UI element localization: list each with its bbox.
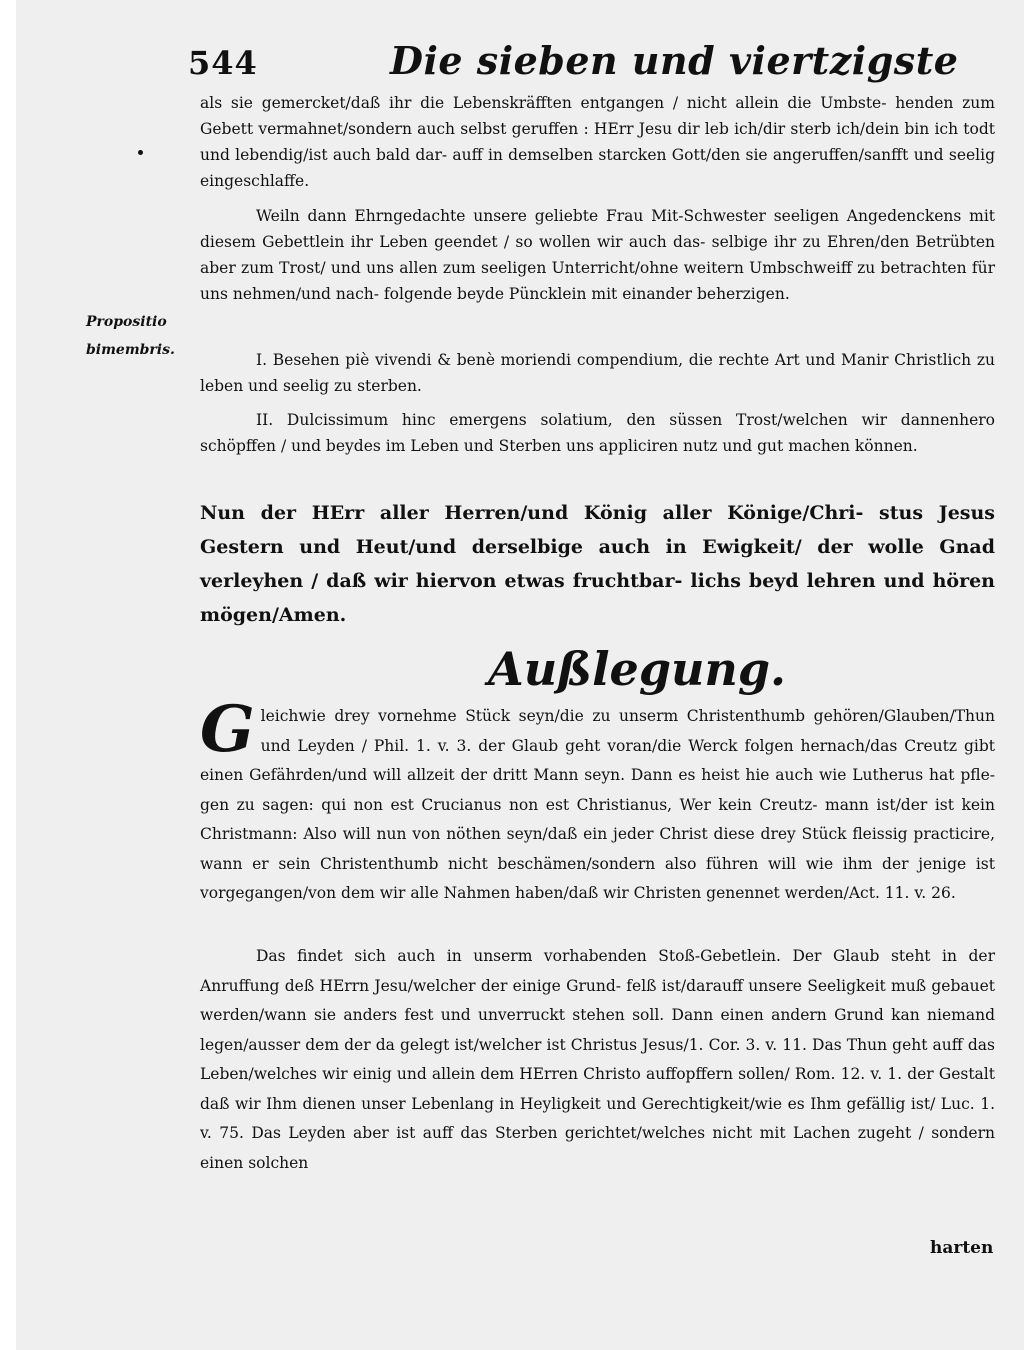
exposition-paragraph-1 (200, 692, 995, 909)
margin-note (86, 308, 198, 364)
margin-note-line1: Propositio (86, 314, 167, 330)
catchword: harten (930, 1238, 994, 1258)
section-heading: Außlegung. (488, 642, 787, 696)
drop-cap: G (200, 692, 255, 767)
exposition-text-1: leichwie drey vornehme Stück seyn/die zu unserm Christenthumb gehören/Glauben/Thun und Leyden / Phil. 1. v. 3. der Glaub geht voran/die Werck folgen hernach/das Creutz gibt einen Gefährden/und will allzeit der dritt Mann seyn. Dann es heist hie auch wie Lutherus hat pfle- gen zu sagen: qui non est Crucianus non est Christianus, Wer kein Creutz- mann ist/der ist kein Christmann: Also will nun von nöthen seyn/daß ein jeder Christ diese drey Stück fleissig practicire, wann er sein Christenthumb nicht beschämen/sondern also führen will wie ihm der jenige ist vorgegangen/von dem wir alle Nahmen haben/daß wir Christen genennet werden/Act. 11. v. 26. (200, 707, 995, 902)
exposition-paragraph-2: Das findet sich auch in unserm vorhabenden Stoß-Gebetlein. Der Glaub steht in der Anruffung deß HErrn Jesu/welcher der einige Grund- felß ist/darauff unsere Seeligkeit muß gebauet werden/wann sie anders fest und unverruckt stehen soll. Dann einen andern Grund kan niemand legen/ausser dem der da gelegt ist/welcher ist Christus Jesus/1. Cor. 3. v. 11. Das Thun geht auff das Leben/welches wir einig und allein dem HErren Christo auffopffern sollen/ Rom. 12. v. 1. der Gestalt daß wir Ihm dienen unser Lebenlang in Heyligkeit und Gerechtigkeit/wie es Ihm gefällig ist/ Luc. 1. v. 75. Das Leyden aber ist auff das Sterben gerichtet/welches nicht mit Lachen zugeht / sondern einen solchen (200, 947, 995, 1172)
margin-note-line2: bimembris. (86, 342, 175, 358)
running-title: Die sieben und viertzigste (390, 38, 959, 83)
bullet-mark (138, 150, 143, 155)
page-header (188, 38, 990, 94)
page-number: 544 (188, 44, 258, 82)
proposition-one: I. Besehen piè vivendi & benè moriendi compendium, die rechte Art und Manir Christlich zu leben und seelig zu sterben. (200, 351, 995, 395)
paragraph-intro: als sie gemercket/daß ihr die Lebenskräfften entgangen / nicht allein die Umbste- henden zum Gebett vermahnet/sondern auch selbst geruffen : HErr Jesu dir leb ich/dir sterb ich/dein bin ich todt und lebendig/ist auch bald dar- auff in demselben starcken Gott/den sie angeruffen/sanfft und seelig eingeschlaffe. (200, 94, 995, 190)
proposition-two: II. Dulcissimum hinc emergens solatium, den süssen Trost/welchen wir dannenhero schöpffen / und beydes im Leben und Sterben uns appliciren nutz und gut machen können. (200, 411, 995, 455)
paragraph-weiln: Weiln dann Ehrngedachte unsere geliebte Frau Mit-Schwester seeligen Angedenckens mit diesem Gebettlein ihr Leben geendet / so wollen wir auch das- selbige ihr zu Ehren/den Betrübten aber zum Trost/ und uns allen zum seeligen Unterricht/ohne weitern Umbschweiff zu betrachten für uns nehmen/und nach- folgende beyde Püncklein mit einander beherzigen. (200, 207, 995, 303)
closing-prayer: Nun der HErr aller Herren/und König aller Könige/Chri- stus Jesus Gestern und Heut/und derselbige auch in Ewigkeit/ der wolle Gnad verleyhen / daß wir hiervon etwas fruchtbar- lichs beyd lehren und hören mögen/Amen. (200, 502, 995, 626)
